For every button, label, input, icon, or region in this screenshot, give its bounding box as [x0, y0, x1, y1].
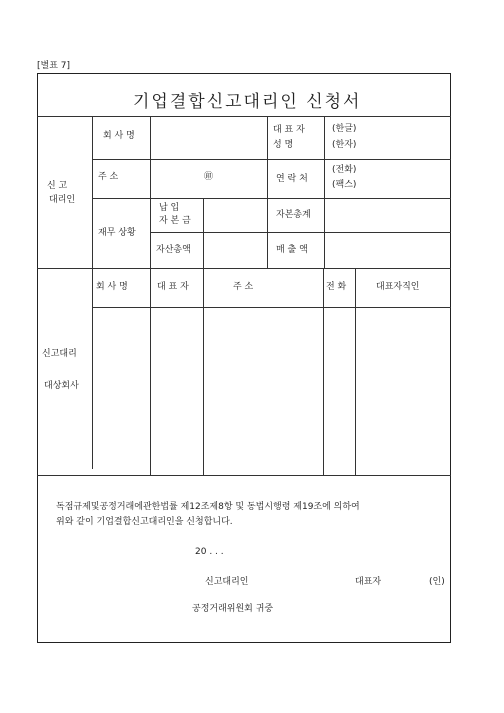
address-label: 주 소: [98, 172, 119, 182]
sales-label: 매 출 액: [276, 245, 308, 255]
applicant-label: 신고대리인: [205, 577, 249, 587]
target-company-name-cell[interactable]: [93, 308, 149, 474]
addressee: 공정거래위원회 귀중: [192, 604, 274, 614]
form-tag: [별표 7]: [37, 61, 70, 71]
total-equity-label: 자본총계: [276, 210, 311, 220]
company-name-label: 회 사 명: [103, 131, 135, 141]
fax-field[interactable]: (팩스): [332, 180, 357, 190]
target-representative-cell[interactable]: [151, 308, 202, 474]
declaration-text-2: 위와 같이 기업결합신고대리인을 신청합니다.: [56, 517, 233, 527]
total-assets-field[interactable]: [204, 233, 266, 267]
header-rep-seal: 대표자직인: [376, 282, 420, 292]
rep-name-label: 대 표 자: [273, 125, 305, 135]
target-rep-seal-cell[interactable]: [356, 308, 450, 474]
total-assets-label: 자산총액: [156, 245, 191, 255]
form-title: 기업결합신고대리인 신청서: [133, 92, 362, 112]
sales-field[interactable]: [325, 233, 450, 267]
target-address-cell[interactable]: [204, 308, 322, 474]
header-company-name: 회 사 명: [96, 282, 128, 292]
phone-field[interactable]: (전화): [332, 165, 357, 175]
rep-name-hanja[interactable]: (한자): [332, 140, 357, 150]
total-equity-field[interactable]: [325, 199, 450, 231]
company-name-field[interactable]: [151, 117, 266, 158]
finance-label: 재무 상황: [98, 228, 136, 238]
representative-label: 대표자: [355, 577, 382, 587]
header-representative: 대 표 자: [157, 282, 189, 292]
header-phone: 전 화: [326, 282, 347, 292]
target-phone-cell[interactable]: [324, 308, 354, 474]
seal-placeholder[interactable]: (인): [429, 577, 445, 587]
rep-name-hangul[interactable]: (한글): [332, 124, 357, 134]
rep-name-label-2: 성 명: [273, 140, 294, 150]
declaration-text: 독점규제및공정거래에관한법률 제12조제8항 및 동법시행령 제19조에 의하여: [56, 502, 360, 512]
date-line[interactable]: 20 . . .: [195, 547, 224, 557]
header-address: 주 소: [233, 282, 254, 292]
paid-capital-label-2: 자 본 금: [159, 216, 191, 226]
agent-section-label: 신 고: [47, 181, 68, 191]
seal-mark: ㊞: [204, 172, 214, 182]
target-section-label-2: 대상회사: [44, 381, 79, 391]
paid-capital-label: 납 입: [159, 203, 180, 213]
paid-capital-field[interactable]: [204, 199, 266, 231]
contact-label: 연 락 처: [276, 174, 308, 184]
target-section-label: 신고대리: [42, 349, 77, 359]
agent-section-label-2: 대리인: [49, 195, 76, 205]
